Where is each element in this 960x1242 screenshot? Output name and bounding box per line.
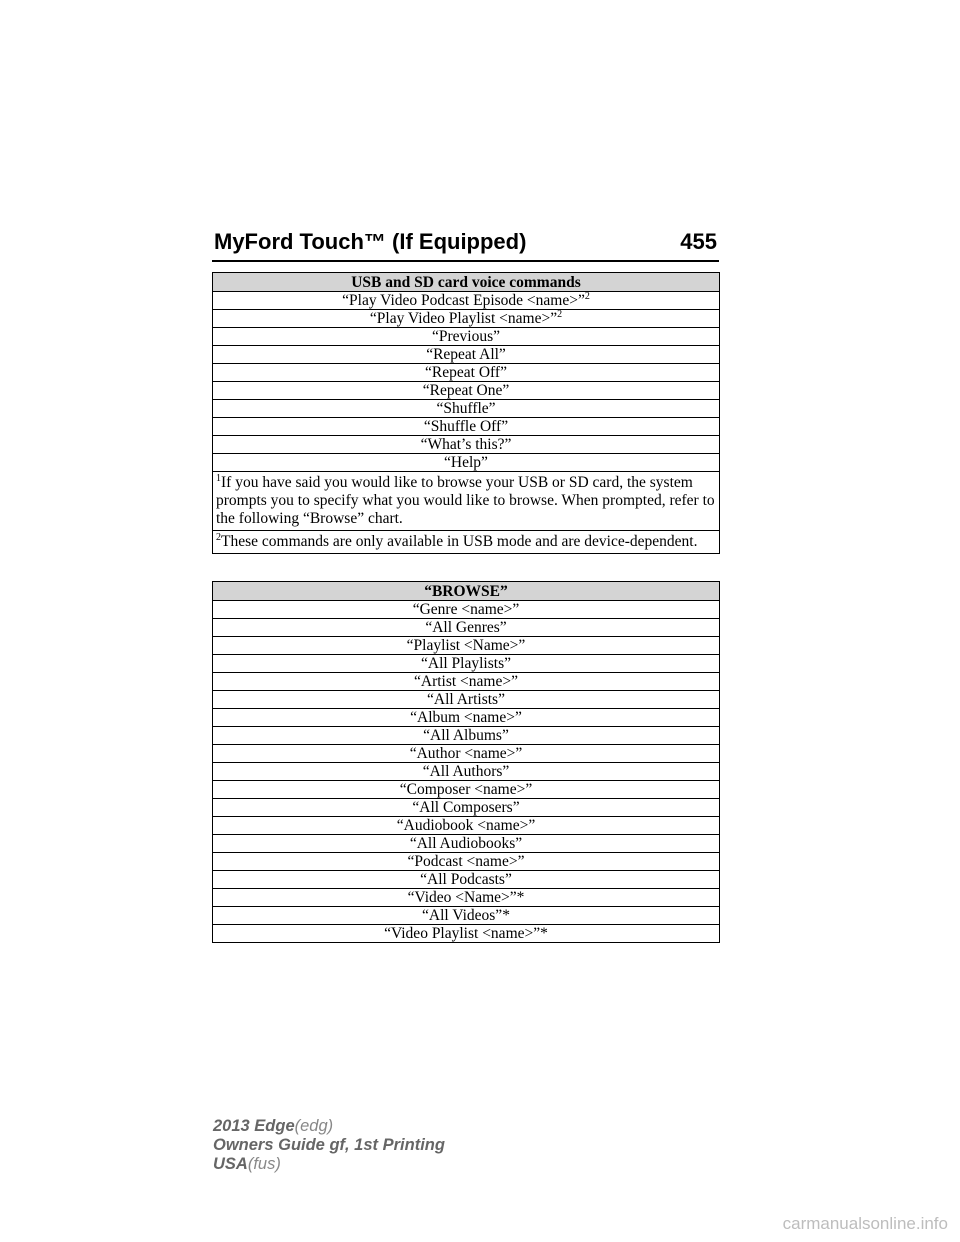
table-row — [213, 853, 720, 871]
command-text: “Album <name>” — [213, 709, 720, 727]
table-row — [213, 601, 720, 619]
table-row — [213, 691, 720, 709]
table-row — [213, 673, 720, 691]
command-text: “Repeat Off” — [213, 364, 720, 382]
site-watermark: carmanualsonline.info — [782, 1214, 948, 1233]
table-row — [213, 418, 720, 436]
footer-line-printing: Owners Guide gf, 1st Printing — [213, 1136, 445, 1154]
footnote-text: These commands are only available in USB mode and are device-dependent. — [221, 533, 698, 550]
command-text: “All Audiobooks” — [213, 835, 720, 853]
table-row — [213, 763, 720, 781]
command-text: “Shuffle Off” — [213, 418, 720, 436]
page-title: MyFord Touch™ (If Equipped) — [214, 229, 527, 254]
table-row — [213, 781, 720, 799]
page-number: 455 — [680, 229, 717, 254]
command-text: “Play Video Playlist <name>” — [369, 310, 558, 327]
table-header-row — [213, 582, 720, 601]
command-text: “What’s this?” — [213, 436, 720, 454]
command-text: “Video Playlist <name>”* — [213, 925, 720, 943]
command-text: “Shuffle” — [213, 400, 720, 418]
command-text: “All Albums” — [213, 727, 720, 745]
browse-commands-table — [212, 581, 720, 943]
command-text: “Repeat All” — [213, 346, 720, 364]
table-row — [213, 619, 720, 637]
table-row — [213, 364, 720, 382]
footnote-marker: 2 — [584, 290, 590, 302]
table-row — [213, 655, 720, 673]
table-row — [213, 745, 720, 763]
table-row — [213, 400, 720, 418]
footnote-text: If you have said you would like to browse your USB or SD card, the system prompts you to specify what you would like to browse. When prompted, refer to the following “Browse” chart. — [216, 474, 715, 527]
command-text: “Video <Name>”* — [213, 889, 720, 907]
command-text: “All Authors” — [213, 763, 720, 781]
footnote-row — [213, 472, 720, 531]
footer-line-model: 2013 Edge(edg) — [213, 1117, 334, 1135]
table-row — [213, 925, 720, 943]
table-row — [213, 817, 720, 835]
table-row — [213, 799, 720, 817]
command-text: “Playlist <Name>” — [213, 637, 720, 655]
table-header-row — [213, 273, 720, 292]
footnote-number: 1 — [216, 472, 221, 484]
table-row — [213, 637, 720, 655]
command-text: “Play Video Podcast Episode <name>” — [342, 292, 585, 309]
table-row — [213, 709, 720, 727]
footnote-row — [213, 531, 720, 554]
command-text: “Artist <name>” — [213, 673, 720, 691]
command-text: “All Podcasts” — [213, 871, 720, 889]
table-row — [213, 889, 720, 907]
command-text: “All Composers” — [213, 799, 720, 817]
command-text: “Repeat One” — [213, 382, 720, 400]
table-row — [213, 346, 720, 364]
table-row — [213, 727, 720, 745]
table-row — [213, 835, 720, 853]
table-row — [213, 310, 720, 328]
command-text: “Author <name>” — [213, 745, 720, 763]
command-text: “Previous” — [213, 328, 720, 346]
table-row — [213, 292, 720, 310]
command-text: “Help” — [213, 454, 720, 472]
print-footer — [213, 1117, 445, 1174]
command-text: “All Genres” — [213, 619, 720, 637]
command-text: “Audiobook <name>” — [213, 817, 720, 835]
footer-line-market: USA(fus) — [213, 1155, 281, 1173]
table-heading: “BROWSE” — [213, 582, 720, 601]
command-text: “All Artists” — [213, 691, 720, 709]
table-row — [213, 454, 720, 472]
table-row — [213, 907, 720, 925]
command-text: “Genre <name>” — [213, 601, 720, 619]
footnote-number: 2 — [216, 531, 221, 543]
table-heading: USB and SD card voice commands — [213, 273, 720, 292]
table-row — [213, 436, 720, 454]
command-text: “All Playlists” — [213, 655, 720, 673]
footnote-marker: 2 — [557, 308, 563, 320]
command-text: “All Videos”* — [213, 907, 720, 925]
table-row — [213, 382, 720, 400]
command-text: “Podcast <name>” — [213, 853, 720, 871]
command-text: “Composer <name>” — [213, 781, 720, 799]
table-row — [213, 328, 720, 346]
table-row — [213, 871, 720, 889]
usb-sd-commands-table — [212, 272, 720, 554]
page-header — [212, 224, 719, 262]
